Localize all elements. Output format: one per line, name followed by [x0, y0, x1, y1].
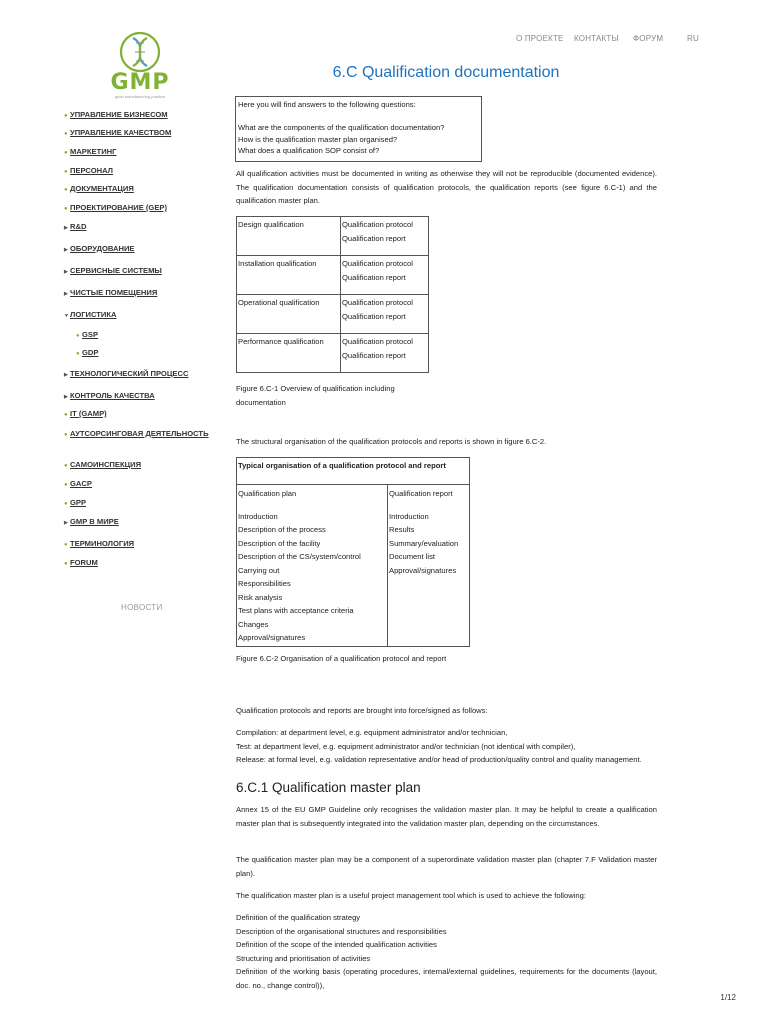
list-item: Responsibilities	[238, 579, 291, 588]
paragraph: The qualification master plan may be a component of a superordinate validation master plan (chapter 7.F Validation master plan).	[236, 855, 657, 878]
list-item: Test plans with acceptance criteria	[238, 606, 354, 615]
bullet-icon: ●	[64, 463, 68, 469]
bullet-icon: ●	[64, 150, 68, 156]
bullet-icon: ●	[64, 482, 68, 488]
sidebar-item-label: ПРОЕКТИРОВАНИЕ (GEP)	[70, 203, 167, 212]
paragraph: Test: at department level, e.g. equipment administrator and/or technician (not identical with compiler),	[236, 742, 576, 751]
document-type: Qualification protocol	[342, 259, 413, 268]
spacer	[238, 111, 479, 123]
sidebar-item-label: МАРКЕТИНГ	[70, 147, 117, 156]
sidebar-item-label: ЧИСТЫЕ ПОМЕЩЕНИЯ	[70, 288, 158, 297]
list-item: Risk analysis	[238, 592, 283, 602]
sidebar-item-label: GMP В МИРЕ	[70, 517, 119, 526]
caret-down-icon: ▼	[64, 313, 69, 319]
figure-caption: Figure 6.C-1 Overview of qualification including documentation	[236, 384, 395, 407]
sidebar-item-label: УПРАВЛЕНИЕ КАЧЕСТВОМ	[70, 128, 172, 137]
dna-logo-icon	[118, 30, 162, 74]
table-cell	[341, 217, 429, 256]
document-type: Qualification report	[342, 272, 406, 282]
sidebar-item-label: GPP	[70, 498, 87, 507]
list-item: Carrying out	[238, 565, 280, 575]
sidebar-item[interactable]	[64, 166, 113, 175]
list-item: Introduction	[389, 511, 429, 521]
objectives-list	[236, 911, 657, 992]
sidebar-item-label: GDP	[82, 348, 99, 357]
qualification-stage: Design qualification	[237, 217, 341, 256]
list-item: Description of the organisational structures and responsibilities	[236, 926, 447, 936]
bullet-icon: ●	[64, 432, 68, 438]
qualification-overview-table	[236, 216, 429, 373]
sidebar-item[interactable]	[64, 517, 119, 526]
table-row	[237, 217, 429, 256]
table-cell	[341, 256, 429, 295]
figure-caption: Figure 6.C-2 Organisation of a qualification protocol and report	[236, 654, 447, 663]
sidebar-item-label: ЛОГИСТИКА	[70, 310, 117, 319]
sidebar-item[interactable]	[64, 310, 117, 319]
caret-right-icon: ▶	[64, 520, 68, 526]
table-cell	[237, 485, 388, 647]
sidebar-item-label: УПРАВЛЕНИЕ БИЗНЕСОМ	[70, 110, 168, 119]
caret-right-icon: ▶	[64, 247, 68, 253]
sidebar-item[interactable]	[64, 203, 167, 212]
sidebar-item[interactable]	[64, 266, 162, 275]
sidebar-item-label: ДОКУМЕНТАЦИЯ	[70, 184, 134, 193]
protocol-organisation-table	[236, 457, 470, 647]
sidebar-item[interactable]	[64, 539, 134, 548]
sidebar-item[interactable]	[64, 288, 157, 297]
sidebar-item-label: САМОИНСПЕКЦИЯ	[70, 460, 142, 469]
questions-box	[235, 96, 482, 162]
caret-right-icon: ▶	[64, 394, 68, 400]
nav-language[interactable]: RU	[687, 34, 699, 43]
sidebar-item-label: R&D	[70, 222, 87, 231]
list-item: Definition of the working basis (operating procedures, internal/external guidelines, requirements for the documents (layout, doc. no., change control)),	[236, 967, 657, 990]
table-row	[237, 295, 429, 334]
sidebar-item[interactable]	[64, 369, 188, 378]
list-item: Definition of the qualification strategy	[236, 913, 361, 922]
questions-intro: Here you will find answers to the following questions:	[238, 100, 416, 109]
list-item: Results	[389, 525, 415, 534]
list-item: Description of the CS/system/control	[238, 552, 361, 561]
sidebar-item[interactable]	[64, 391, 155, 400]
section-heading: 6.C.1 Qualification master plan	[236, 780, 421, 795]
page-number: 1/12	[720, 993, 736, 1002]
paragraph: The structural organisation of the qualification protocols and reports is shown in figure 6.C-2.	[236, 437, 547, 446]
table-row	[237, 256, 429, 295]
nav-about[interactable]: О ПРОЕКТЕ	[516, 34, 564, 43]
caret-right-icon: ▶	[64, 269, 68, 275]
gmp-logo[interactable]	[104, 30, 176, 102]
question-item: How is the qualification master plan organised?	[238, 134, 398, 144]
qualification-stage: Operational qualification	[237, 295, 341, 334]
sidebar-item-label: FORUM	[70, 558, 98, 567]
table-header: Typical organisation of a qualification protocol and report	[237, 458, 470, 485]
document-type: Qualification protocol	[342, 337, 413, 346]
sidebar-item[interactable]	[64, 428, 214, 441]
sidebar-item-label: ОБОРУДОВАНИЕ	[70, 244, 135, 253]
sidebar-item[interactable]	[64, 184, 134, 193]
bullet-icon: ●	[76, 351, 80, 357]
caret-right-icon: ▶	[64, 372, 68, 378]
paragraph: Qualification protocols and reports are brought into force/signed as follows:	[236, 706, 488, 715]
list-item: Description of the process	[238, 525, 326, 534]
qualification-stage: Installation qualification	[237, 256, 341, 295]
spacer	[389, 501, 468, 510]
sidebar-item[interactable]	[64, 460, 141, 469]
list-item: Approval/signatures	[238, 633, 306, 642]
list-item: Structuring and prioritisation of activities	[236, 953, 371, 963]
report-items	[389, 510, 468, 578]
sidebar-item-label: СЕРВИСНЫЕ СИСТЕМЫ	[70, 266, 162, 275]
table-cell	[341, 295, 429, 334]
paragraph: Release: at formal level, e.g. validation representative and/or head of production/quality control and quality management.	[236, 755, 642, 764]
logo-tagline: good manufacturing practice	[114, 94, 166, 99]
list-item: Description of the facility	[238, 538, 321, 548]
nav-forum[interactable]: ФОРУМ	[633, 34, 664, 43]
sidebar-item-label: ТЕРМИНОЛОГИЯ	[70, 539, 135, 548]
bullet-icon: ●	[64, 169, 68, 175]
caret-right-icon: ▶	[64, 225, 68, 231]
sidebar-item[interactable]	[64, 409, 107, 418]
bullet-icon: ●	[76, 333, 80, 339]
paragraph: The qualification master plan is a useful project management tool which is used to achieve the following:	[236, 891, 586, 900]
paragraph: Annex 15 of the EU GMP Guideline only recognises the validation master plan. It may be helpful to create a qualification master plan that is subsequently integrated into the validation master plan, depending on the circumstances.	[236, 805, 657, 828]
question-item: What are the components of the qualification documentation?	[238, 123, 445, 132]
question-item: What does a qualification SOP consist of?	[238, 146, 380, 155]
bullet-icon: ●	[64, 412, 68, 418]
document-type: Qualification report	[342, 311, 406, 321]
sidebar-item-label: GACP	[70, 479, 92, 488]
sidebar-item[interactable]	[64, 128, 171, 137]
bullet-icon: ●	[64, 113, 68, 119]
spacer	[238, 501, 386, 510]
bullet-icon: ●	[64, 542, 68, 548]
table-cell	[388, 485, 470, 647]
document-type: Qualification report	[342, 233, 406, 243]
sidebar-item[interactable]	[64, 110, 168, 119]
sidebar-item[interactable]	[76, 330, 98, 339]
logo-text: GMP	[110, 70, 170, 95]
sidebar-item-label: GSP	[82, 330, 99, 339]
sidebar-item-label: АУТСОРСИНГОВАЯ ДЕЯТЕЛЬНОСТЬ	[70, 429, 209, 438]
sidebar-item[interactable]	[64, 244, 135, 253]
sidebar-item[interactable]	[64, 222, 86, 231]
paragraph: All qualification activities must be documented in writing as otherwise they will not be reproducible (documented evidence). The qualification documentation consists of qualification protocols, the qualification reports (see figure 6.C-1) and the qualification master plan.	[236, 169, 657, 205]
sidebar-item-label: IT (GAMP)	[70, 409, 107, 418]
document-type: Qualification report	[342, 350, 406, 360]
sidebar-item[interactable]	[64, 498, 86, 507]
list-item: Approval/signatures	[389, 565, 457, 575]
bullet-icon: ●	[64, 206, 68, 212]
nav-contacts[interactable]: КОНТАКТЫ	[574, 34, 619, 43]
list-item: Summary/evaluation	[389, 538, 459, 548]
sidebar-item-label: ТЕХНОЛОГИЧЕСКИЙ ПРОЦЕСС	[70, 369, 189, 378]
bullet-icon: ●	[64, 131, 68, 137]
bullet-icon: ●	[64, 561, 68, 567]
table-cell	[341, 334, 429, 373]
page-title: 6.C Qualification documentation	[332, 64, 560, 81]
sidebar-item-label: ПЕРСОНАЛ	[70, 166, 113, 175]
col-title: Qualification plan	[238, 489, 297, 498]
list-item: Changes	[238, 619, 269, 629]
news-link[interactable]: НОВОСТИ	[121, 603, 163, 612]
list-item: Definition of the scope of the intended qualification activities	[236, 940, 437, 949]
document-type: Qualification protocol	[342, 220, 413, 229]
plan-items	[238, 510, 386, 645]
sidebar-item[interactable]	[64, 479, 92, 488]
qualification-stage: Performance qualification	[237, 334, 341, 373]
sidebar-item[interactable]	[64, 558, 98, 567]
paragraph: Compilation: at department level, e.g. equipment administrator and/or technician,	[236, 728, 508, 737]
sidebar-item-label: КОНТРОЛЬ КАЧЕСТВА	[70, 391, 155, 400]
bullet-icon: ●	[64, 187, 68, 193]
document-type: Qualification protocol	[342, 298, 413, 307]
table-row	[237, 334, 429, 373]
sidebar-item[interactable]	[76, 348, 98, 357]
caret-right-icon: ▶	[64, 291, 68, 297]
bullet-icon: ●	[64, 501, 68, 507]
col-title: Qualification report	[389, 489, 453, 498]
list-item: Introduction	[238, 511, 278, 521]
list-item: Document list	[389, 552, 436, 561]
sidebar-item[interactable]	[64, 147, 116, 156]
